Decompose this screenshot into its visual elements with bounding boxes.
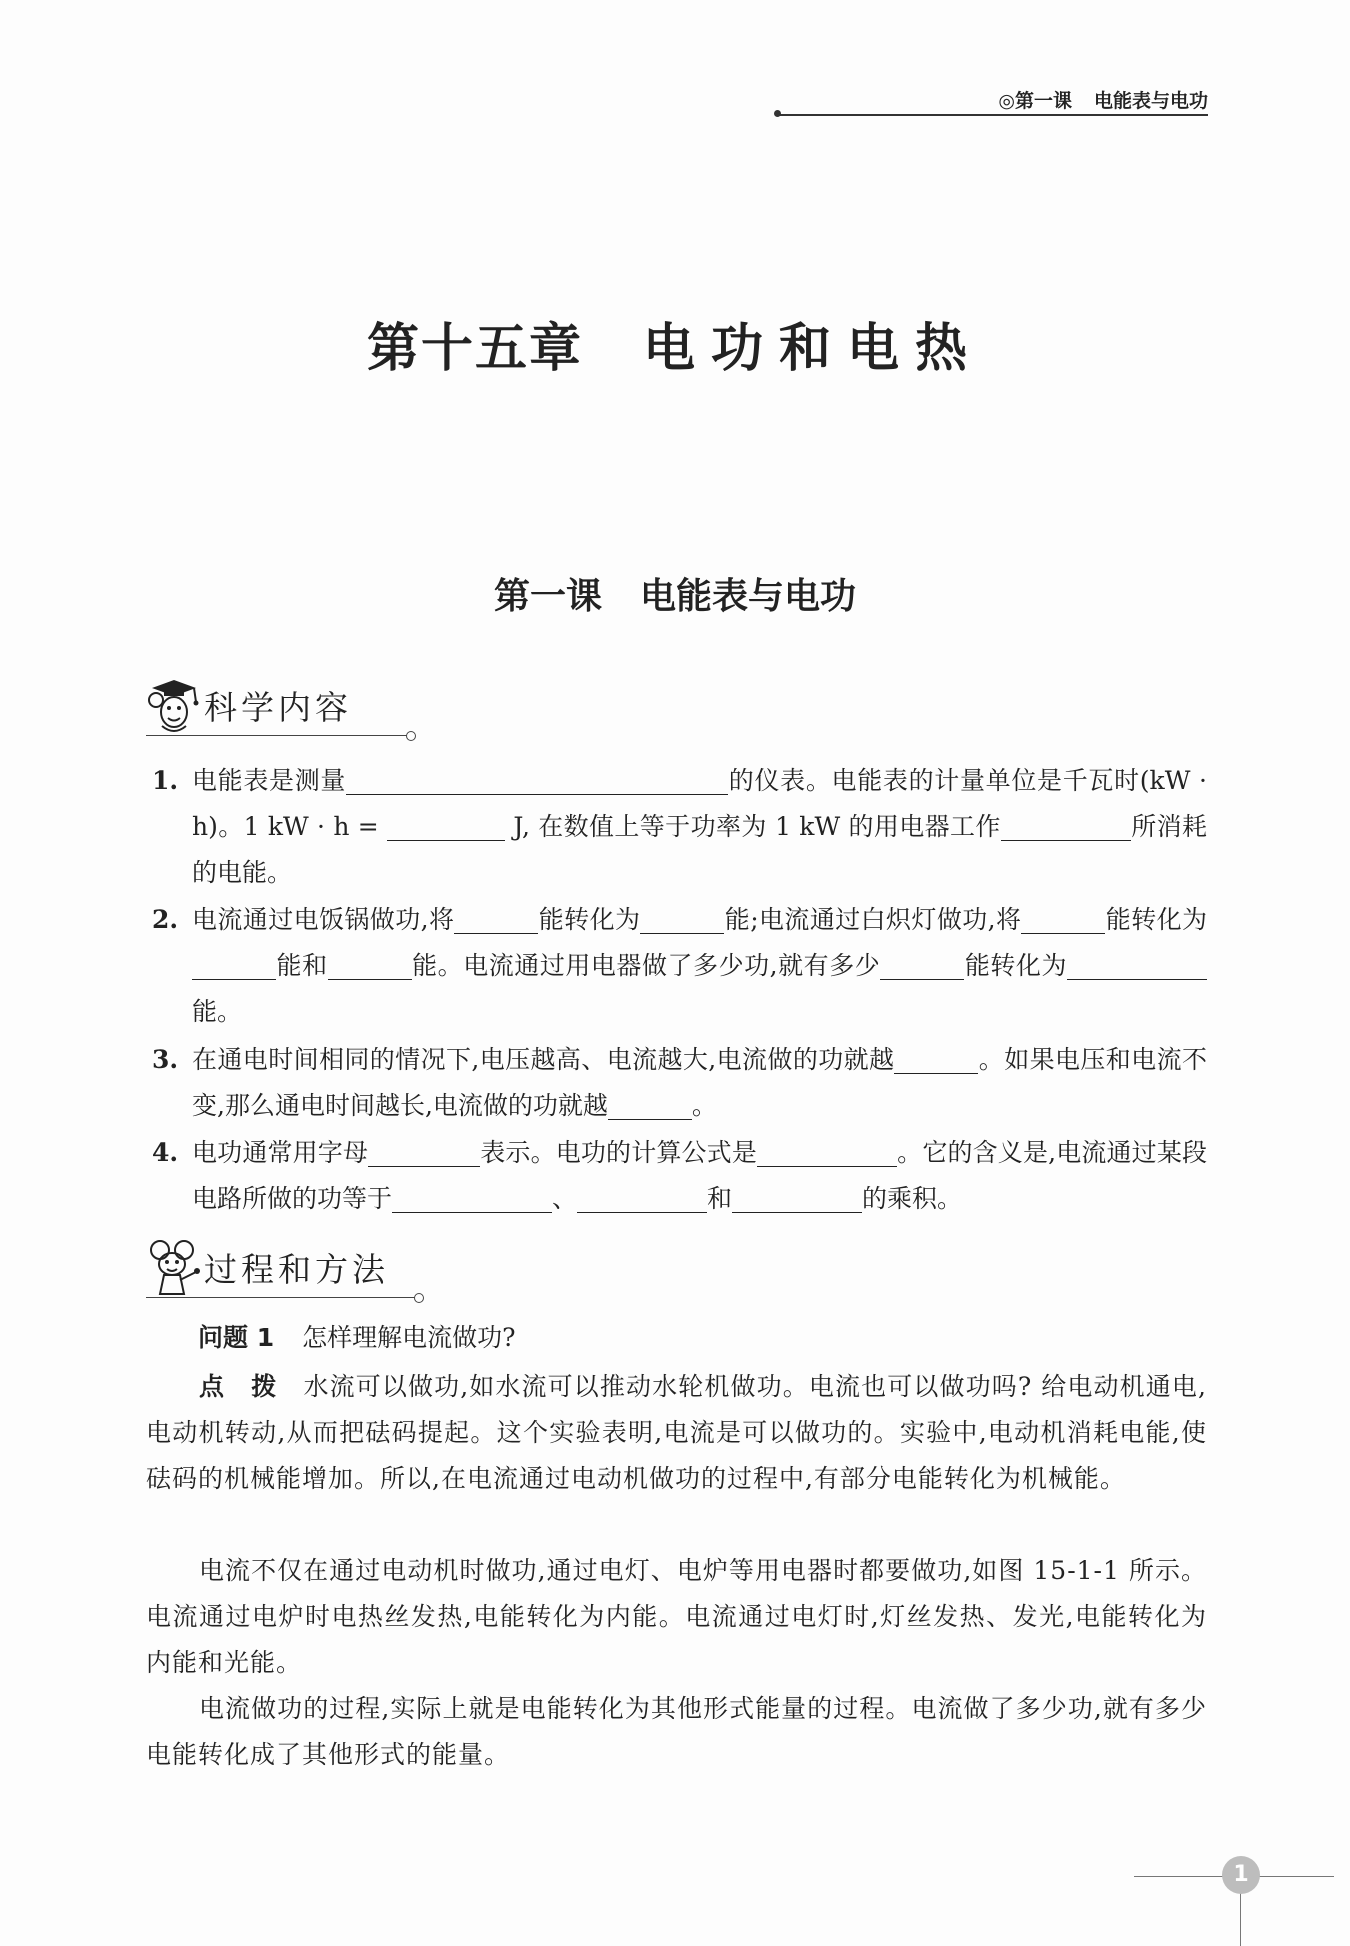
question-text: 所消耗的电能。	[192, 812, 1207, 887]
question-text: 、	[552, 1184, 578, 1213]
question-1	[152, 758, 1207, 896]
question-text: 能;电流通过白炽灯做功,将	[724, 905, 1022, 934]
lesson-label: 第一课	[493, 575, 602, 617]
paragraph	[146, 1686, 1207, 1778]
answer-blank[interactable]	[392, 1182, 552, 1213]
answer-blank[interactable]	[732, 1182, 862, 1213]
question-number: 1.	[152, 766, 179, 795]
question-text: 。它的含义是,电流通过某段电路所做的功等于	[192, 1138, 1207, 1213]
paragraph-text: 水流可以做功,如水流可以推动水轮机做功。电流也可以做功吗? 给电动机通电,电动机转动,从而把砝码提起。这个实验表明,电流是可以做功的。实验中,电动机消耗电能,使砝码的机械能增加。所以,在电流通过电动机做功的过程中,有部分电能转化为机械能。	[146, 1372, 1207, 1493]
question-text: 和	[707, 1184, 733, 1213]
question-number: 2.	[152, 905, 179, 934]
mouse-mascot-icon	[146, 1238, 202, 1298]
lesson-title	[0, 568, 1350, 619]
banner-rule	[146, 1297, 416, 1298]
running-header-title: 电能表与电功	[1093, 90, 1208, 112]
question-text: 的乘积。	[862, 1184, 963, 1213]
banner-rule	[146, 735, 408, 736]
question-text: 。如果电压和电流不变,那么通电时间越长,电流做的功就越	[192, 1045, 1207, 1120]
question-text: 。	[691, 1091, 717, 1120]
answer-blank[interactable]	[192, 949, 276, 980]
lesson-name: 电能表与电功	[640, 575, 857, 617]
paragraph	[146, 1548, 1207, 1686]
header-rule	[778, 114, 1208, 116]
question-text: 能转化为	[964, 951, 1067, 980]
question-text: J, 在数值上等于功率为 1 kW 的用电器工作	[505, 812, 1001, 841]
header-rule-dot	[774, 110, 781, 117]
answer-blank[interactable]	[757, 1136, 897, 1167]
answer-blank[interactable]	[880, 949, 964, 980]
question-text: 能转化为	[1105, 905, 1207, 934]
answer-blank[interactable]	[328, 949, 412, 980]
answer-blank[interactable]	[368, 1136, 480, 1167]
paragraph-text: 电流不仅在通过电动机时做功,通过电灯、电炉等用电器时都要做功,如图 15-1-1 所示。电流通过电炉时电热丝发热,电能转化为内能。电流通过电灯时,灯丝发热、发光,电能转化为内能和光能。	[146, 1556, 1207, 1677]
answer-blank[interactable]	[387, 810, 505, 841]
question-number: 4.	[152, 1138, 179, 1167]
chapter-name: 电功和电热	[643, 319, 984, 379]
section-title-science: 科学内容	[204, 688, 352, 727]
question-text: 在通电时间相同的情况下,电压越高、电流越大,电流做的功就越	[192, 1045, 895, 1074]
answer-blank[interactable]	[346, 764, 728, 795]
question-3	[152, 1037, 1207, 1129]
chapter-label: 第十五章	[366, 319, 583, 379]
problem-question: 怎样理解电流做功?	[302, 1323, 516, 1352]
question-2	[152, 897, 1207, 1035]
question-text: 能。	[192, 997, 243, 1026]
question-text: 表示。电功的计算公式是	[480, 1138, 757, 1167]
answer-blank[interactable]	[454, 903, 538, 934]
question-4	[152, 1130, 1207, 1222]
question-text: 电流通过电饭锅做功,将	[192, 905, 455, 934]
problem-label: 问题 1	[198, 1323, 275, 1352]
banner-ring-icon	[414, 1293, 424, 1303]
question-text: 电功通常用字母	[192, 1138, 369, 1167]
question-number: 3.	[152, 1045, 179, 1074]
hint-label: 点 拨	[199, 1372, 278, 1401]
paragraph-text: 电流做功的过程,实际上就是电能转化为其他形式能量的过程。电流做了多少功,就有多少电能转化成了其他形式的能量。	[146, 1694, 1207, 1769]
question-text: 能和	[276, 951, 328, 980]
problem-1-heading	[198, 1318, 516, 1354]
answer-blank[interactable]	[1021, 903, 1105, 934]
answer-blank[interactable]	[1067, 949, 1207, 980]
answer-blank[interactable]	[1001, 810, 1131, 841]
graduate-mouse-icon	[146, 676, 202, 736]
answer-blank[interactable]	[640, 903, 724, 934]
hint-paragraph	[146, 1364, 1207, 1502]
chapter-title	[0, 306, 1350, 381]
page-number: 1	[1222, 1856, 1260, 1894]
answer-blank[interactable]	[894, 1043, 978, 1074]
answer-blank[interactable]	[577, 1182, 707, 1213]
section-banner-process	[146, 1238, 424, 1300]
question-text: 电能表是测量	[192, 766, 347, 795]
question-text: 能转化为	[538, 905, 641, 934]
running-header	[998, 86, 1208, 113]
question-text: 能。电流通过用电器做了多少功,就有多少	[411, 951, 881, 980]
running-header-prefix: ◎第一课	[998, 90, 1072, 112]
answer-blank[interactable]	[608, 1089, 692, 1120]
question-text: 的仪表。电能表的计量单位是千瓦时(kW · h)。1 kW · h =	[192, 766, 1207, 841]
section-banner-science	[146, 676, 416, 738]
section-title-process: 过程和方法	[204, 1250, 389, 1289]
banner-ring-icon	[406, 731, 416, 741]
